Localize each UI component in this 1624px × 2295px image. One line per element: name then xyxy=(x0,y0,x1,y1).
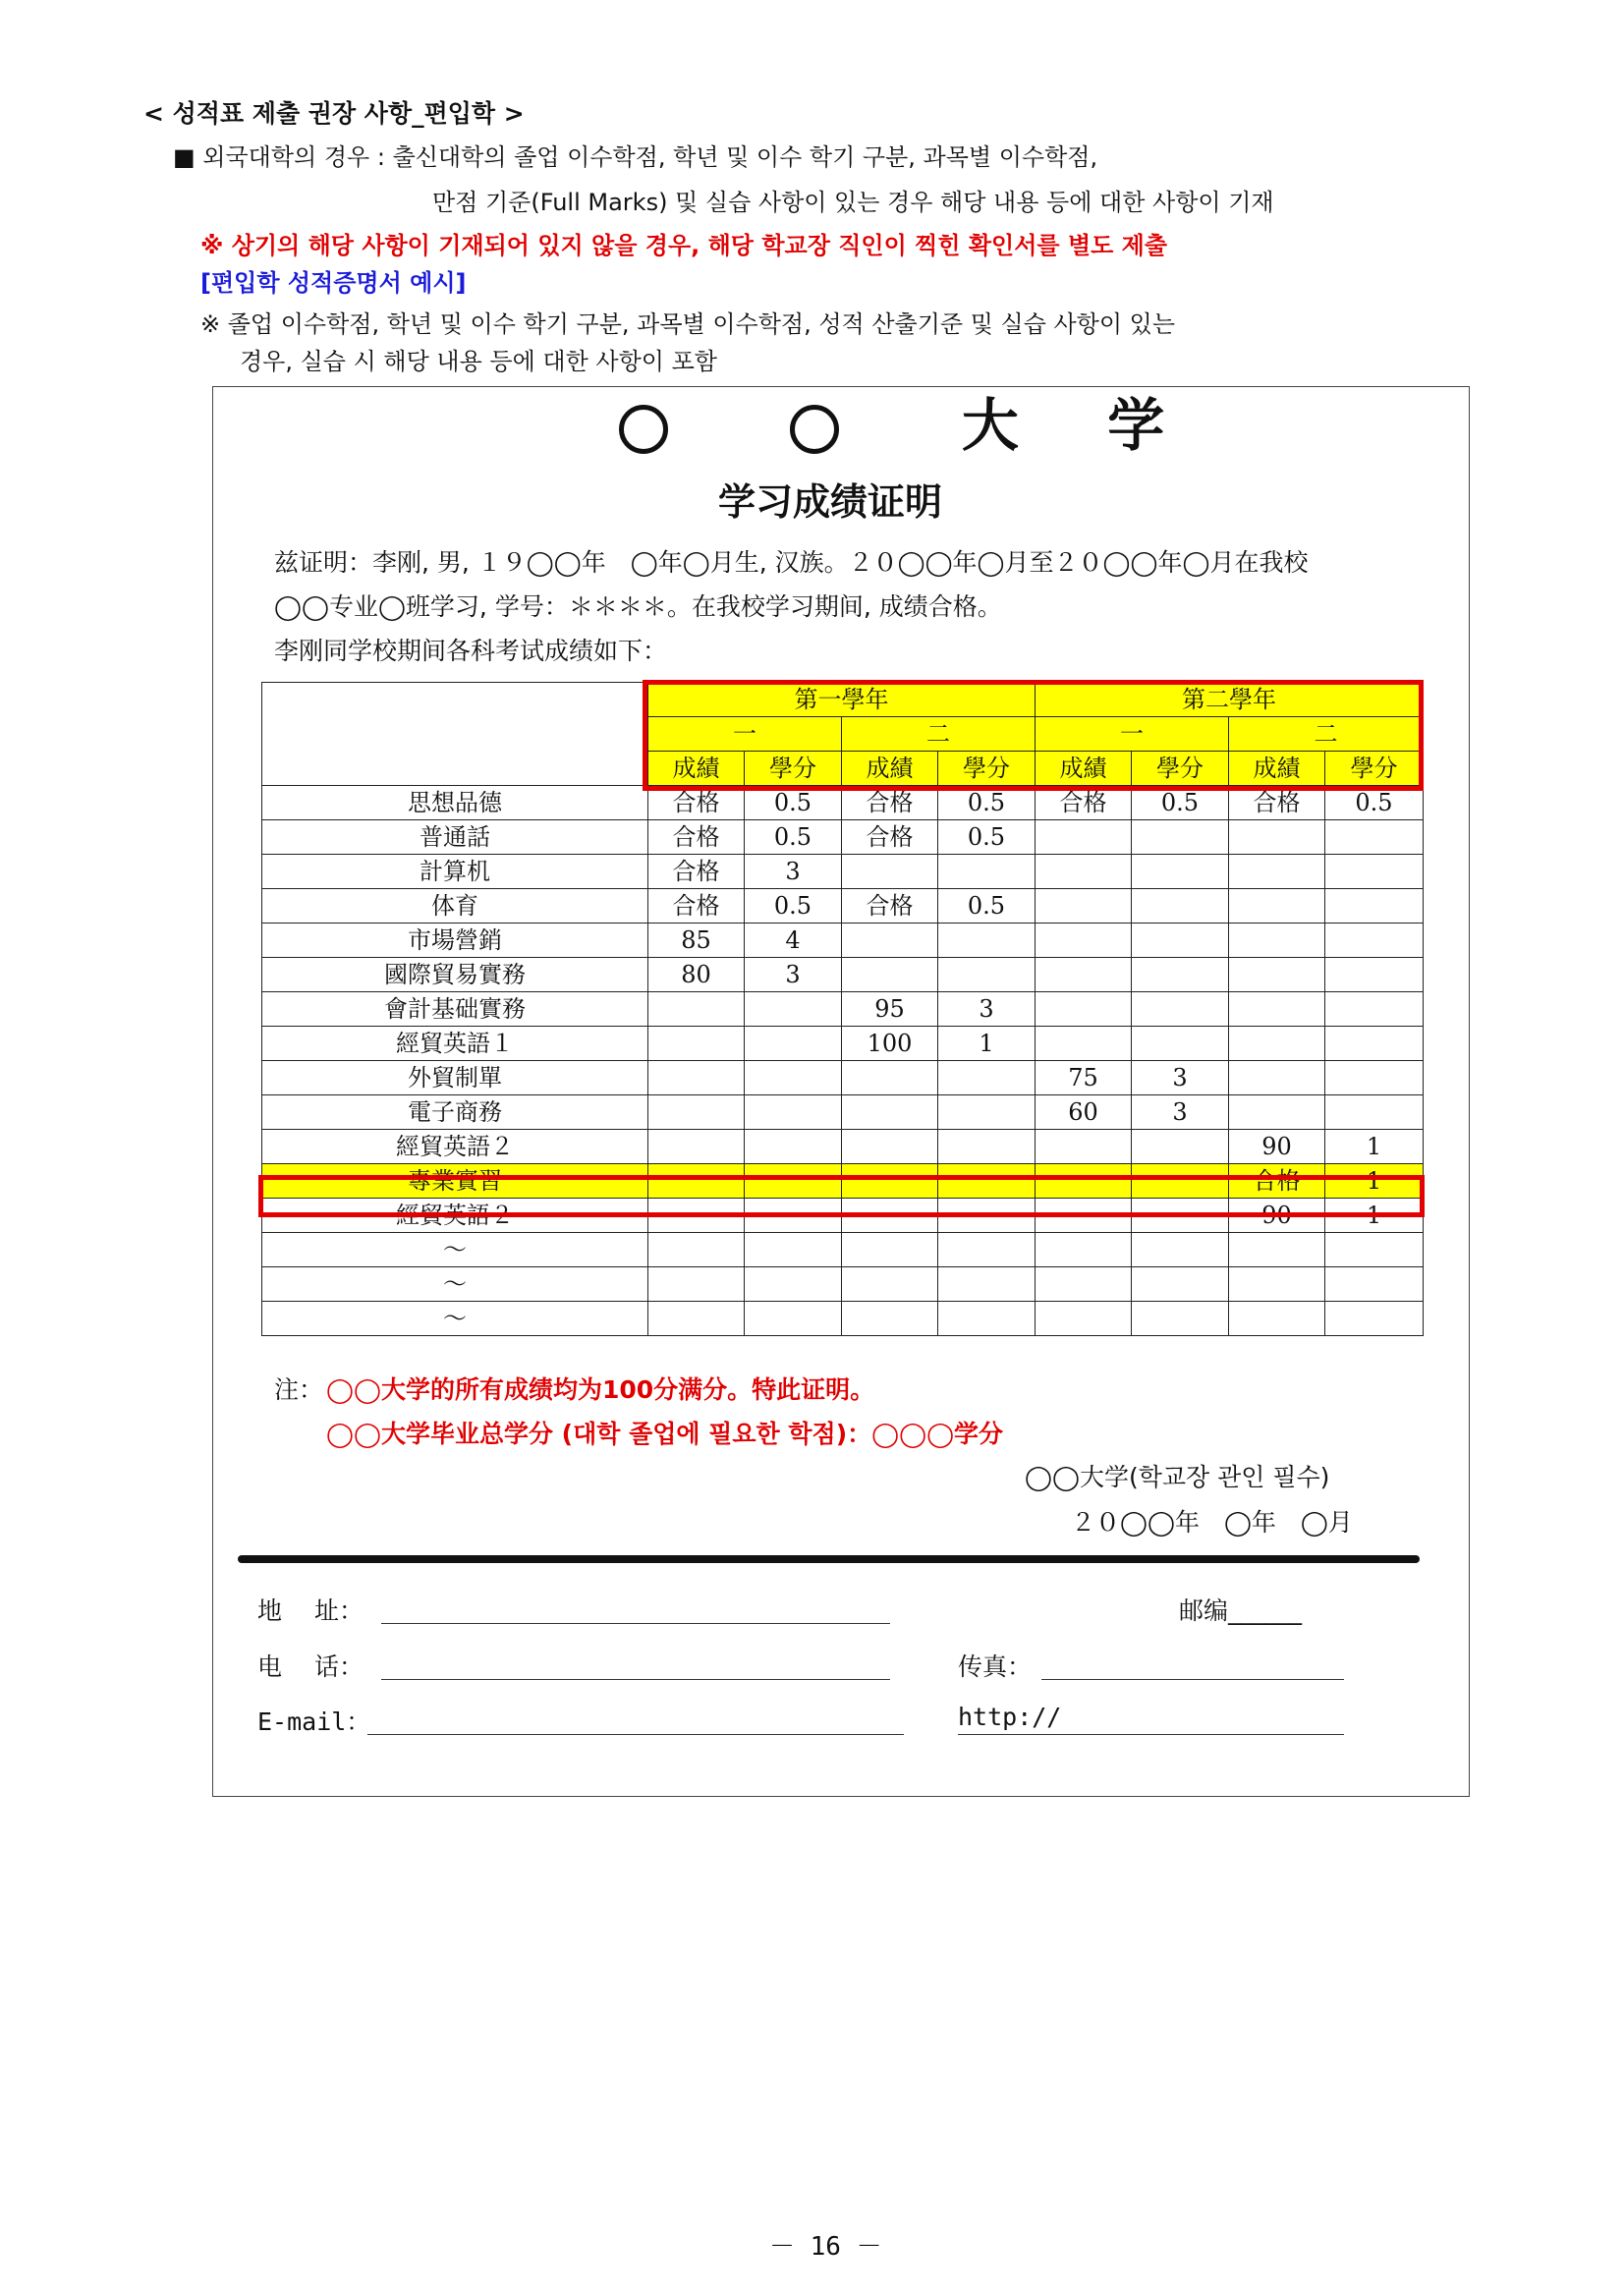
grade-cell xyxy=(842,1130,938,1164)
credit-cell xyxy=(1325,1233,1424,1267)
grade-cell xyxy=(1229,820,1325,855)
credit-cell: 3 xyxy=(745,958,842,992)
grade-cell xyxy=(1036,958,1132,992)
grade-cell xyxy=(842,1095,938,1130)
issue-date: ２０◯◯年 ◯年 ◯月 xyxy=(1071,1508,1353,1537)
credit-cell: 4 xyxy=(745,924,842,958)
example-title: [편입학 성적증명서 예시] xyxy=(200,269,467,297)
university-name xyxy=(619,379,1164,462)
table-row xyxy=(262,1233,1424,1267)
grade-cell xyxy=(648,1027,745,1061)
fax-line xyxy=(1041,1679,1344,1680)
grade-cell: 合格 xyxy=(842,786,938,820)
certificate-paragraph-line-3: 李刚同学校期间各科考试成绩如下： xyxy=(274,637,668,665)
grade-cell: 90 xyxy=(1229,1130,1325,1164)
credit-cell xyxy=(938,1233,1036,1267)
column-header: 成績 xyxy=(648,752,745,786)
table-row xyxy=(262,855,1424,889)
grade-cell: 合格 xyxy=(648,820,745,855)
address-label: 地 址： xyxy=(257,1596,364,1625)
subject-cell: 体育 xyxy=(262,889,648,924)
credit-cell xyxy=(938,1095,1036,1130)
footer-divider xyxy=(238,1555,1420,1563)
grade-cell xyxy=(648,1199,745,1233)
credit-cell xyxy=(938,1164,1036,1199)
grade-cell xyxy=(648,1061,745,1095)
year-header: 第一學年 xyxy=(648,683,1036,717)
credit-cell xyxy=(1132,1027,1229,1061)
address-line xyxy=(381,1623,890,1624)
subject-cell: 計算机 xyxy=(262,855,648,889)
fax-label: 传真： xyxy=(958,1652,1033,1681)
credit-cell xyxy=(745,1095,842,1130)
grade-cell xyxy=(1036,1130,1132,1164)
grade-cell: 合格 xyxy=(648,889,745,924)
grade-cell: 85 xyxy=(648,924,745,958)
credit-cell: 0.5 xyxy=(938,889,1036,924)
circle-placeholder-icon xyxy=(790,405,839,454)
total-credits-note: ◯◯大学毕业总学分 (대학 졸업에 필요한 학점)：◯◯◯学分 xyxy=(326,1420,1004,1448)
credit-cell xyxy=(1132,855,1229,889)
credit-cell xyxy=(1132,924,1229,958)
subject-cell: 電子商務 xyxy=(262,1095,648,1130)
credit-cell xyxy=(1325,820,1424,855)
circle-placeholder-icon xyxy=(619,405,668,454)
grade-cell xyxy=(842,1302,938,1336)
grade-cell xyxy=(1229,1095,1325,1130)
credit-cell xyxy=(938,1130,1036,1164)
credit-cell xyxy=(1325,1302,1424,1336)
phone-line xyxy=(381,1679,890,1680)
phone-label: 电 话： xyxy=(257,1652,364,1681)
subject-cell: ～ xyxy=(262,1302,648,1336)
credit-cell: 3 xyxy=(745,855,842,889)
credit-cell xyxy=(938,1199,1036,1233)
credit-cell xyxy=(1325,1027,1424,1061)
grade-cell xyxy=(648,992,745,1027)
credit-cell xyxy=(745,1233,842,1267)
grade-cell xyxy=(648,1164,745,1199)
credit-cell xyxy=(1325,1061,1424,1095)
grade-cell xyxy=(842,855,938,889)
credit-cell xyxy=(1132,820,1229,855)
grade-cell xyxy=(1229,1061,1325,1095)
grade-cell: 合格 xyxy=(842,889,938,924)
inclusion-note-line-2: 경우, 실습 시 해당 내용 등에 대한 사항이 포함 xyxy=(240,348,717,375)
credit-cell xyxy=(1325,1095,1424,1130)
column-header: 成績 xyxy=(1036,752,1132,786)
grade-cell xyxy=(648,1233,745,1267)
credit-cell xyxy=(745,1130,842,1164)
subject-cell: 會計基础實務 xyxy=(262,992,648,1027)
page-number: － 16 － xyxy=(769,2232,882,2262)
credit-cell xyxy=(745,1164,842,1199)
grade-cell xyxy=(1229,958,1325,992)
grade-cell xyxy=(648,1267,745,1302)
bullet-line-2: 만점 기준(Full Marks) 및 실습 사항이 있는 경우 해당 내용 등에 대한 사항이 기재 xyxy=(432,189,1274,216)
credit-cell xyxy=(1132,958,1229,992)
table-row xyxy=(262,1130,1424,1164)
term-header: 二 xyxy=(1229,717,1424,752)
credit-cell xyxy=(1132,1233,1229,1267)
grade-cell xyxy=(1036,992,1132,1027)
credit-cell xyxy=(938,1302,1036,1336)
credit-cell xyxy=(1325,958,1424,992)
credit-cell xyxy=(1132,1267,1229,1302)
grade-cell: 合格 xyxy=(842,820,938,855)
university-char: 大 xyxy=(961,392,1019,459)
grade-cell: 合格 xyxy=(648,786,745,820)
grade-cell xyxy=(1036,924,1132,958)
subject-cell: 市場營銷 xyxy=(262,924,648,958)
grade-cell xyxy=(842,1267,938,1302)
red-requirement-note: ※ 상기의 해당 사항이 기재되어 있지 않을 경우, 해당 학교장 직인이 찍힌 확인서를 별도 제출 xyxy=(200,232,1168,259)
column-header: 學分 xyxy=(1132,752,1229,786)
term-header: 二 xyxy=(842,717,1036,752)
credit-cell: 1 xyxy=(938,1027,1036,1061)
grades-table xyxy=(261,682,1424,1336)
credit-cell xyxy=(938,924,1036,958)
subject-cell: 普通話 xyxy=(262,820,648,855)
grade-cell xyxy=(842,1061,938,1095)
subject-cell: 經貿英語２ xyxy=(262,1199,648,1233)
credit-cell xyxy=(745,1267,842,1302)
credit-cell: 1 xyxy=(1325,1130,1424,1164)
credit-cell xyxy=(1325,992,1424,1027)
grade-cell xyxy=(1229,1302,1325,1336)
credit-cell xyxy=(938,855,1036,889)
grade-cell: 90 xyxy=(1229,1199,1325,1233)
table-row xyxy=(262,786,1424,820)
credit-cell: 0.5 xyxy=(938,820,1036,855)
credit-cell xyxy=(745,1199,842,1233)
grade-cell xyxy=(648,1130,745,1164)
grade-cell: 合格 xyxy=(1036,786,1132,820)
grade-cell: 80 xyxy=(648,958,745,992)
grade-cell xyxy=(1229,889,1325,924)
credit-cell xyxy=(938,1061,1036,1095)
grade-cell xyxy=(1036,1233,1132,1267)
credit-cell xyxy=(1132,1164,1229,1199)
table-row xyxy=(262,958,1424,992)
term-header: 一 xyxy=(648,717,842,752)
grade-cell: 95 xyxy=(842,992,938,1027)
grade-cell xyxy=(1229,992,1325,1027)
table-row xyxy=(262,992,1424,1027)
grade-cell xyxy=(842,1164,938,1199)
grade-cell xyxy=(648,1302,745,1336)
credit-cell: 1 xyxy=(1325,1199,1424,1233)
table-row xyxy=(262,1302,1424,1336)
subject-cell: ～ xyxy=(262,1233,648,1267)
certificate-title: 学习成绩证明 xyxy=(718,480,943,524)
credit-cell: 3 xyxy=(1132,1061,1229,1095)
subject-cell: 國際貿易實務 xyxy=(262,958,648,992)
subject-cell: 經貿英語１ xyxy=(262,1027,648,1061)
grade-cell xyxy=(1036,855,1132,889)
credit-cell xyxy=(1132,1130,1229,1164)
column-header: 學分 xyxy=(745,752,842,786)
column-header: 成績 xyxy=(842,752,938,786)
section-title: < 성적표 제출 권장 사항_편입학 > xyxy=(143,99,525,128)
credit-cell xyxy=(1325,889,1424,924)
column-header: 學分 xyxy=(938,752,1036,786)
bullet-line-1: ■ 외국대학의 경우 : 출신대학의 졸업 이수학점, 학년 및 이수 학기 구분, 과목별 이수학점, xyxy=(173,143,1098,171)
credit-cell: 0.5 xyxy=(745,786,842,820)
grade-cell: 100 xyxy=(842,1027,938,1061)
credit-cell: 0.5 xyxy=(745,889,842,924)
table-row xyxy=(262,889,1424,924)
subject-cell: 外貿制單 xyxy=(262,1061,648,1095)
full-marks-note: ◯◯大学的所有成绩均为100分满分。特此证明。 xyxy=(326,1375,875,1404)
grade-cell xyxy=(1229,1027,1325,1061)
credit-cell: 0.5 xyxy=(1132,786,1229,820)
subject-header-cell xyxy=(262,683,648,786)
email-label: E-mail： xyxy=(257,1707,371,1736)
grade-cell xyxy=(1036,1199,1132,1233)
subject-cell: 經貿英語２ xyxy=(262,1130,648,1164)
credit-cell xyxy=(745,1027,842,1061)
note-label: 注： xyxy=(274,1375,324,1404)
year-header: 第二學年 xyxy=(1036,683,1424,717)
http-line xyxy=(958,1734,1344,1735)
subject-cell: 思想品德 xyxy=(262,786,648,820)
table-row xyxy=(262,1267,1424,1302)
grade-cell xyxy=(1036,1267,1132,1302)
grade-cell xyxy=(842,1199,938,1233)
credit-cell xyxy=(1325,855,1424,889)
column-header: 成績 xyxy=(1229,752,1325,786)
grade-cell xyxy=(1229,1267,1325,1302)
university-char: 学 xyxy=(1107,392,1165,459)
credit-cell xyxy=(1132,1302,1229,1336)
credit-cell xyxy=(1132,1199,1229,1233)
table-row xyxy=(262,1199,1424,1233)
term-header: 一 xyxy=(1036,717,1229,752)
http-label: http:// xyxy=(958,1703,1062,1731)
grade-cell xyxy=(842,958,938,992)
grade-cell: 75 xyxy=(1036,1061,1132,1095)
credit-cell xyxy=(745,1302,842,1336)
credit-cell: 3 xyxy=(938,992,1036,1027)
table-row xyxy=(262,924,1424,958)
credit-cell: 1 xyxy=(1325,1164,1424,1199)
table-row xyxy=(262,1095,1424,1130)
grade-cell xyxy=(842,924,938,958)
grade-cell xyxy=(648,1095,745,1130)
credit-cell xyxy=(745,1061,842,1095)
certificate-paragraph-line-2: ◯◯专业◯班学习, 学号：＊＊＊＊。在我校学习期间, 成绩合格。 xyxy=(274,592,1002,621)
subject-cell: ～ xyxy=(262,1267,648,1302)
credit-cell: 0.5 xyxy=(938,786,1036,820)
credit-cell: 0.5 xyxy=(745,820,842,855)
grade-cell: 60 xyxy=(1036,1095,1132,1130)
credit-cell: 0.5 xyxy=(1325,786,1424,820)
grade-cell: 合格 xyxy=(648,855,745,889)
grade-cell xyxy=(842,1233,938,1267)
table-row xyxy=(262,1061,1424,1095)
column-header: 學分 xyxy=(1325,752,1424,786)
credit-cell xyxy=(745,992,842,1027)
credit-cell xyxy=(1132,992,1229,1027)
grade-cell xyxy=(1036,1027,1132,1061)
table-row xyxy=(262,1027,1424,1061)
grade-cell: 合格 xyxy=(1229,786,1325,820)
grade-cell xyxy=(1036,1164,1132,1199)
grade-cell xyxy=(1036,889,1132,924)
credit-cell xyxy=(938,958,1036,992)
credit-cell xyxy=(1325,1267,1424,1302)
table-row xyxy=(262,820,1424,855)
signature-line: ◯◯大学(학교장 관인 필수) xyxy=(1025,1463,1330,1491)
grade-cell: 合格 xyxy=(1229,1164,1325,1199)
credit-cell: 3 xyxy=(1132,1095,1229,1130)
grade-cell xyxy=(1036,1302,1132,1336)
grade-cell xyxy=(1229,924,1325,958)
credit-cell xyxy=(1325,924,1424,958)
grade-cell xyxy=(1229,855,1325,889)
table-row xyxy=(262,1164,1424,1199)
email-line xyxy=(367,1734,904,1735)
grade-cell xyxy=(1036,820,1132,855)
subject-cell: 專業實習 xyxy=(262,1164,648,1199)
credit-cell xyxy=(938,1267,1036,1302)
inclusion-note-line-1: ※ 졸업 이수학점, 학년 및 이수 학기 구분, 과목별 이수학점, 성적 산출기준 및 실습 사항이 있는 xyxy=(200,310,1176,338)
certificate-paragraph-line-1: 兹证明：李刚, 男, １９◯◯年 ◯年◯月生, 汉族。２０◯◯年◯月至２０◯◯年◯月在我校 xyxy=(274,548,1309,577)
credit-cell xyxy=(1132,889,1229,924)
grade-cell xyxy=(1229,1233,1325,1267)
postcode-label: 邮编______ xyxy=(1179,1596,1303,1625)
